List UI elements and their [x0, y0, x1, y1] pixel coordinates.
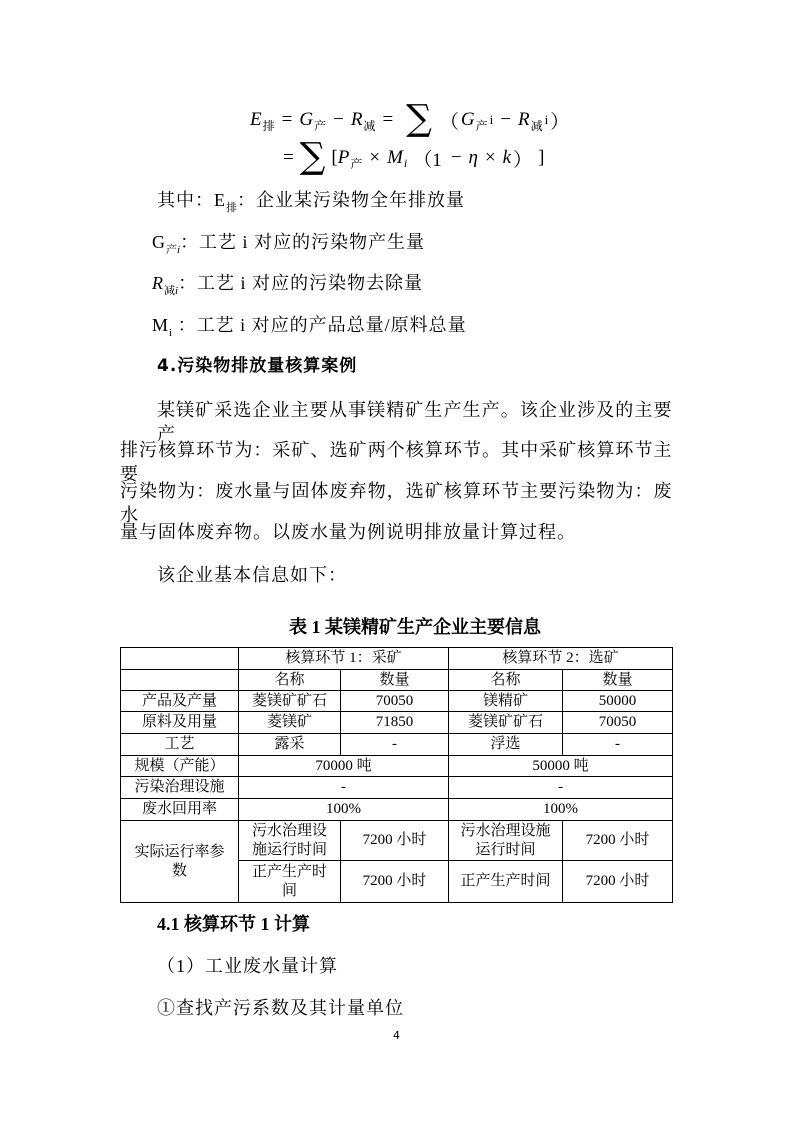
- definition-e: [157, 188, 465, 215]
- equals-sign: =: [283, 147, 294, 168]
- paragraph-line: 排污核算环节为：采矿、选矿两个核算环节。其中采矿核算环节主要: [120, 440, 672, 484]
- subscript-jian: 减: [530, 118, 543, 133]
- column-header: 名称: [449, 670, 563, 691]
- table-cell-merged: 100%: [239, 799, 449, 821]
- var-eta: η: [468, 147, 478, 168]
- table-cell-merged: -: [449, 777, 673, 799]
- table-row: [121, 756, 673, 777]
- table-cell-merged: 50000 吨: [449, 756, 673, 777]
- var-m: M: [387, 147, 403, 168]
- table-cell-empty: [121, 648, 239, 670]
- row-label: 产品及产量: [121, 691, 239, 712]
- summation-sign: ∑: [299, 135, 326, 177]
- row-label: 规模（产能）: [121, 756, 239, 777]
- var-k: k: [502, 147, 512, 168]
- paragraph-line: 量与固体废弃物。以废水量为例说明排放量计算过程。: [120, 522, 576, 542]
- index-i: i: [489, 112, 494, 127]
- table-cell: 正产生产时 间: [239, 861, 341, 903]
- times-sign: ×: [369, 147, 381, 168]
- formula-line-1: [250, 97, 571, 140]
- definition-r: [152, 271, 423, 298]
- table-cell: 镁精矿: [449, 691, 563, 712]
- var-m: M: [152, 315, 170, 335]
- equals-sign: =: [281, 109, 293, 130]
- definition-text: ：企业某污染物全年排放量: [237, 190, 465, 210]
- intro-text: 该企业基本信息如下：: [157, 565, 347, 585]
- table-cell: 菱镁矿矿石: [449, 712, 563, 734]
- table-cell: 污水治理设施 运行时间: [449, 821, 563, 861]
- column-header: 名称: [239, 670, 341, 691]
- var-r-i: R: [517, 109, 530, 130]
- table-cell: 露采: [239, 734, 341, 756]
- subscript-jian: 减: [363, 118, 376, 133]
- table-header-row: [121, 648, 673, 670]
- table-cell: 50000: [563, 691, 673, 712]
- row-label: 污染治理设施: [121, 777, 239, 799]
- table-row: [121, 777, 673, 799]
- row-label: 实际运行率参 数: [121, 821, 239, 903]
- paren-open-one: （1: [413, 149, 442, 171]
- stage1-header: 核算环节 1：采矿: [239, 648, 449, 670]
- minus-sign: −: [333, 109, 344, 130]
- subscript-jian: 减: [164, 285, 175, 297]
- subscript-i: i: [403, 155, 408, 170]
- summation-sign: ∑: [406, 97, 432, 139]
- close-paren: ）: [550, 111, 570, 133]
- table-cell: 70050: [563, 712, 673, 734]
- subscript-chan: 产: [350, 156, 363, 171]
- info-table: [120, 647, 673, 903]
- table-cell: 浮选: [449, 734, 563, 756]
- table-cell-empty: [121, 670, 239, 691]
- page-number: 4: [393, 1029, 400, 1042]
- definition-prefix: 其中：: [157, 190, 214, 210]
- substep-text: ①查找产污系数及其计量单位: [157, 998, 404, 1018]
- table-row: [121, 734, 673, 756]
- minus-sign: −: [500, 109, 511, 130]
- subscript-pai: 排: [262, 118, 275, 133]
- row-label: 废水回用率: [121, 799, 239, 821]
- table-cell: -: [563, 734, 673, 756]
- definition-text: ：工艺 i 对应的污染物去除量: [178, 273, 424, 293]
- open-paren: （: [439, 111, 459, 133]
- table-cell: 污水治理设 施运行时间: [239, 821, 341, 861]
- table-subheader-row: [121, 670, 673, 691]
- subscript-chan: 产: [475, 118, 488, 133]
- close-paren: ）: [513, 149, 533, 171]
- table-cell: 70050: [341, 691, 449, 712]
- open-bracket: [: [331, 147, 338, 168]
- table-cell-merged: 70000 吨: [239, 756, 449, 777]
- table-cell: 7200 小时: [341, 821, 449, 861]
- column-header: 数量: [563, 670, 673, 691]
- var-g: G: [152, 232, 166, 252]
- table-cell: 正产生产时间: [449, 861, 563, 903]
- var-e: E: [214, 190, 226, 210]
- column-header: 数量: [341, 670, 449, 691]
- times-sign: ×: [484, 147, 496, 168]
- table-cell: 菱镁矿矿石: [239, 691, 341, 712]
- table-title: 表 1 某镁精矿生产企业主要信息: [289, 617, 541, 637]
- subscript-i: i: [169, 327, 173, 339]
- var-g: G: [299, 109, 314, 130]
- subscript-chan: 产: [314, 118, 327, 133]
- table-cell: 7200 小时: [563, 821, 673, 861]
- close-bracket: ]: [538, 147, 545, 168]
- stage2-header: 核算环节 2：选矿: [449, 648, 673, 670]
- definition-text: ：工艺 i 对应的产品总量/原料总量: [172, 315, 467, 335]
- step-text: （1）工业废水量计算: [157, 956, 338, 976]
- row-label: 原料及用量: [121, 712, 239, 734]
- subsection-heading: 4.1 核算环节 1 计算: [157, 914, 310, 934]
- table-row: [121, 799, 673, 821]
- table-cell: -: [341, 734, 449, 756]
- subscript-pai: 排: [226, 202, 237, 214]
- table-row: [121, 821, 673, 861]
- table-cell-merged: -: [239, 777, 449, 799]
- var-g-i: G: [460, 109, 475, 130]
- var-p: P: [337, 147, 350, 168]
- var-r: R: [350, 109, 363, 130]
- table-row: [121, 712, 673, 734]
- subscript-chan: 产: [166, 244, 177, 256]
- definition-m: [152, 313, 467, 340]
- section-heading: 4.污染物排放量核算案例: [157, 356, 358, 376]
- row-label: 工艺: [121, 734, 239, 756]
- index-i: i: [544, 112, 549, 127]
- table-cell: 7200 小时: [341, 861, 449, 903]
- subscript-i: i: [175, 285, 179, 297]
- minus-sign: −: [450, 147, 462, 168]
- definition-g: [152, 230, 425, 257]
- table-cell: 菱镁矿: [239, 712, 341, 734]
- definition-text: ：工艺 i 对应的污染物产生量: [180, 232, 426, 252]
- table-cell: 7200 小时: [563, 861, 673, 903]
- subscript-i: i: [177, 244, 181, 256]
- paragraph-line: 污染物为：废水量与固体废弃物，选矿核算环节主要污染物为：废水: [120, 481, 672, 525]
- equals-sign: =: [382, 109, 394, 130]
- table-row: [121, 691, 673, 712]
- formula-line-2: [283, 135, 545, 178]
- paragraph-line: 某镁矿采选企业主要从事镁精矿生产生产。该企业涉及的主要产: [157, 400, 672, 444]
- var-r: R: [152, 273, 164, 293]
- table-cell-merged: 100%: [449, 799, 673, 821]
- table-cell: 71850: [341, 712, 449, 734]
- var-e: E: [250, 109, 262, 130]
